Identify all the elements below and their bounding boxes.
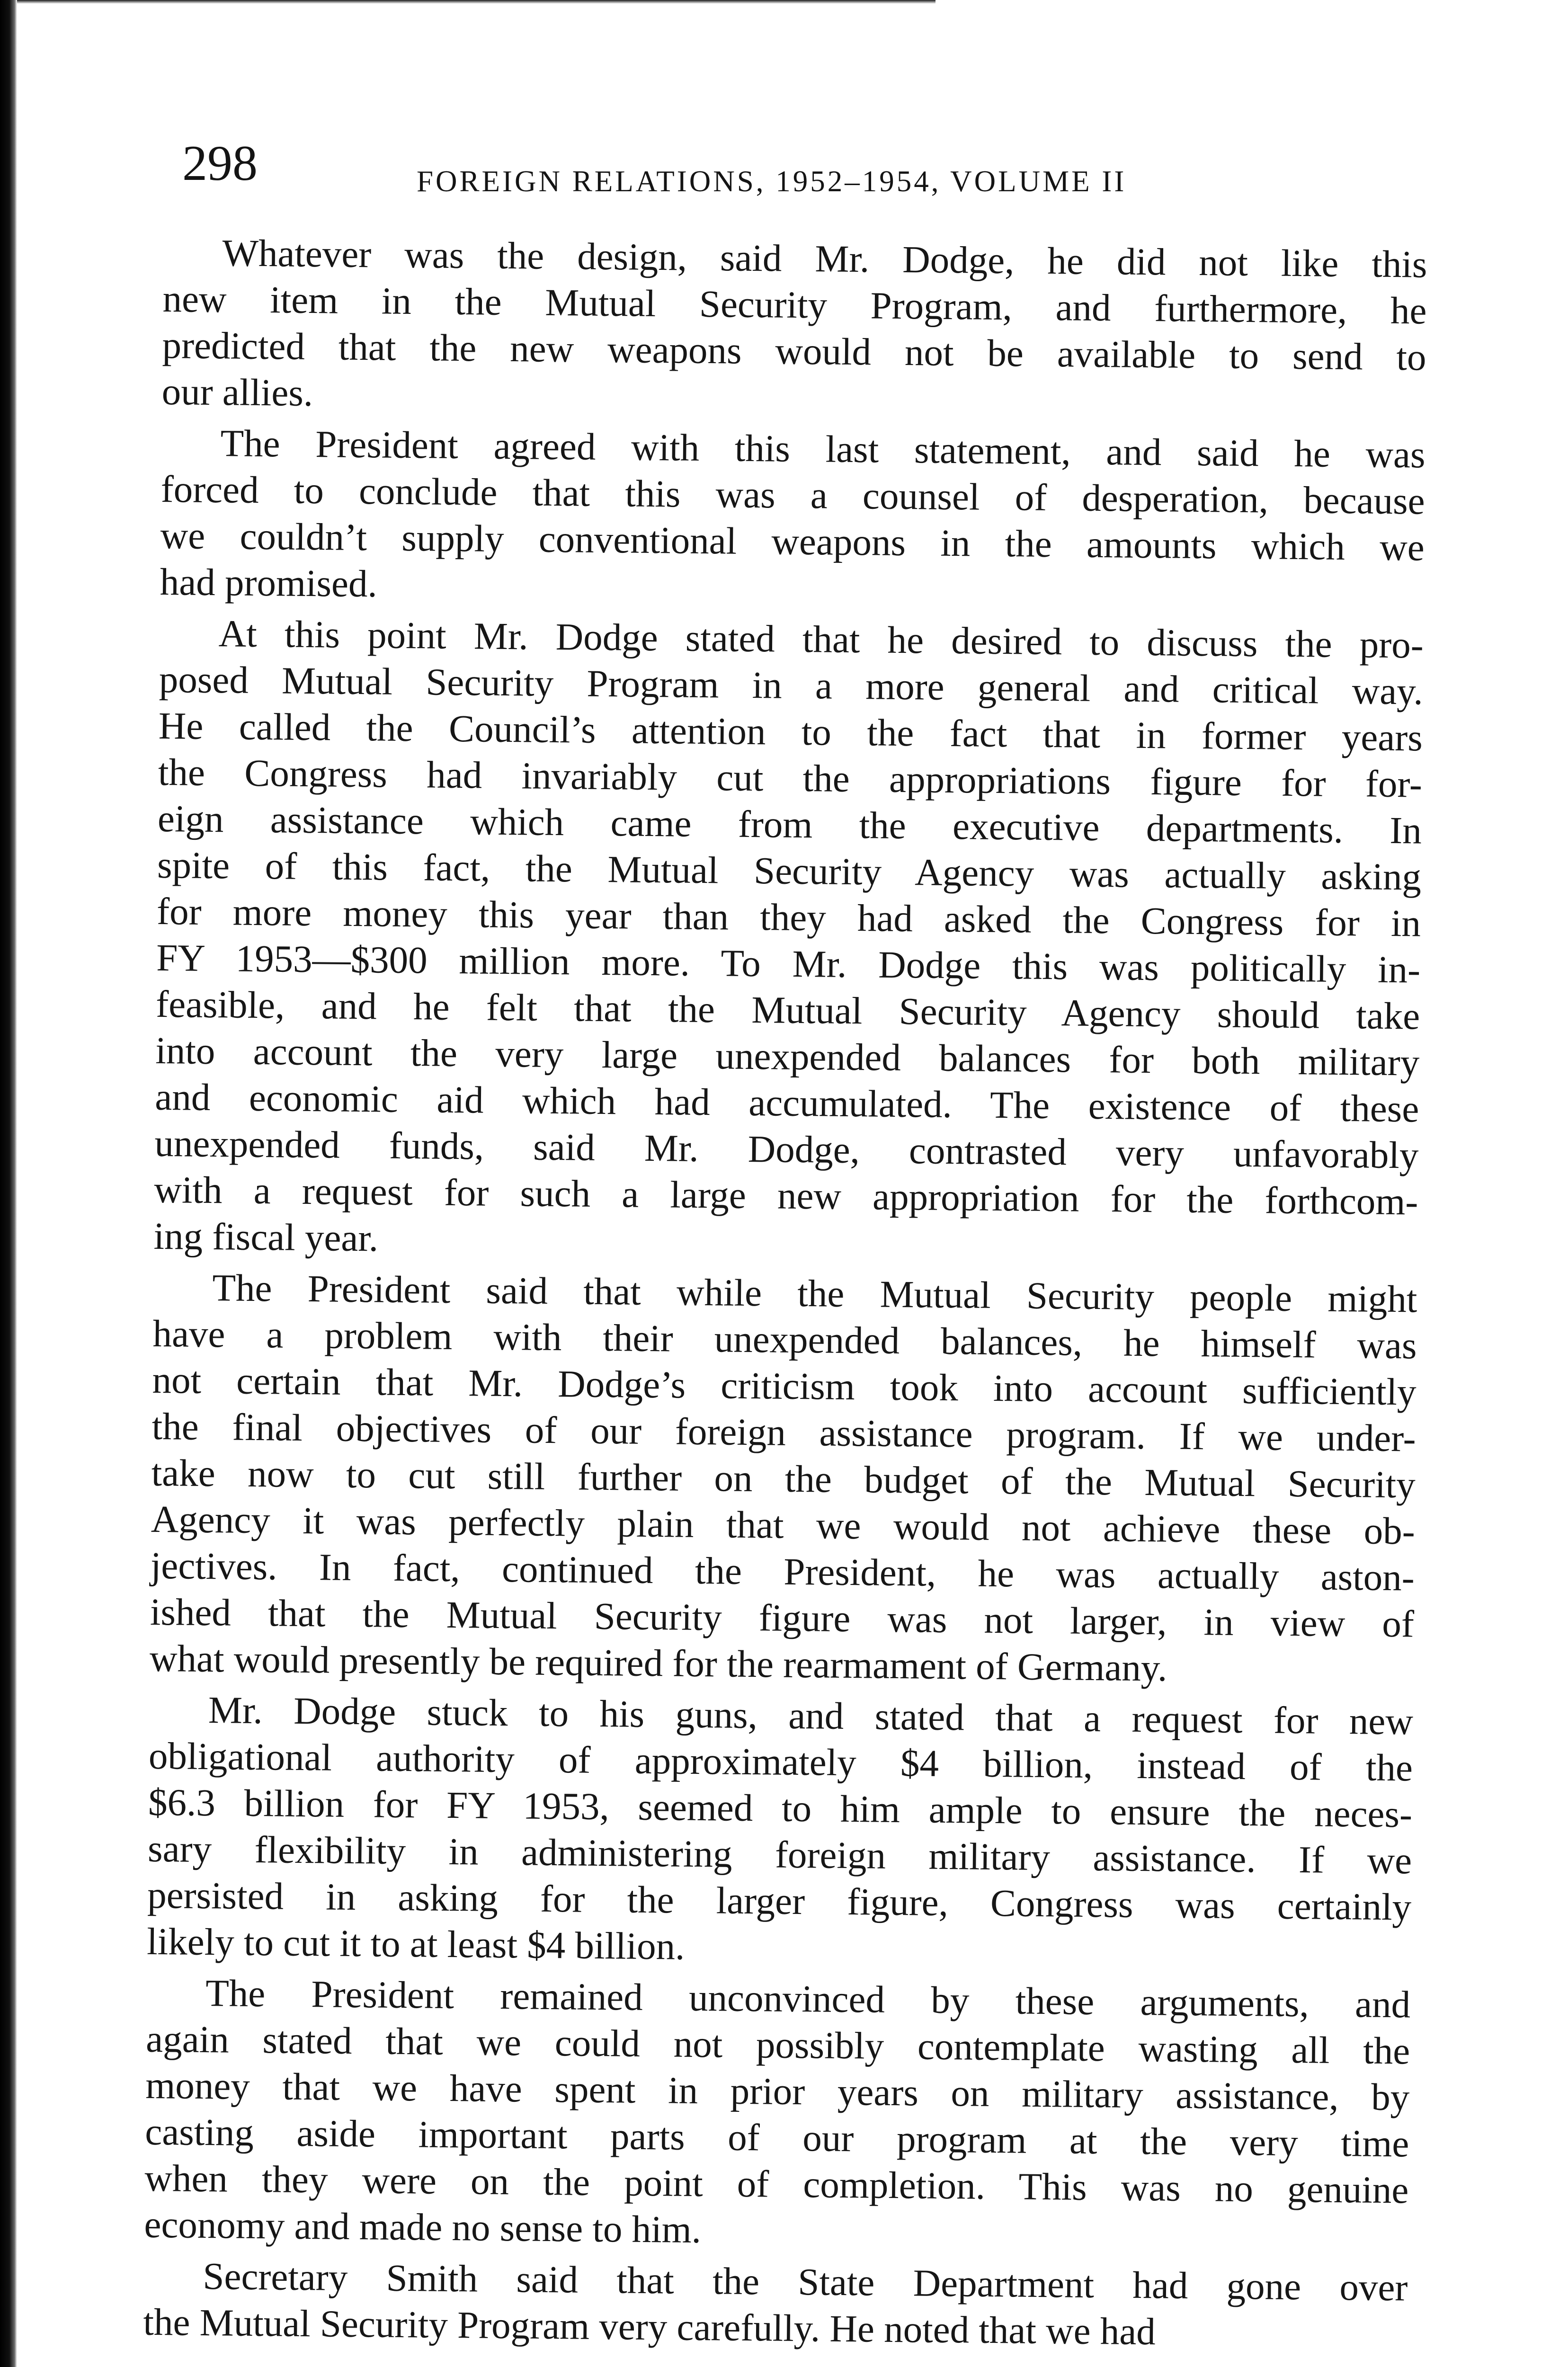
text-line: our allies. <box>161 370 313 415</box>
text-line: At this point Mr. Dodge stated that he desired to discuss the pro- <box>218 612 1424 667</box>
text-line: the Mutual Security Program very carefully. He noted that we had <box>143 2300 1156 2353</box>
text-line: persisted in asking for the larger figure, Congress was certainly <box>147 1873 1412 1929</box>
text-line: Secretary Smith said that the State Department had gone over <box>203 2255 1408 2309</box>
text-line: He called the Council’s attention to the fact that in former years <box>158 704 1423 759</box>
text-line: spite of this fact, the Mutual Security Agency was actually asking <box>157 843 1422 899</box>
paragraph <box>144 1969 1411 2260</box>
text-line: eign assistance which came from the executive departments. In <box>157 797 1422 852</box>
text-line: ing fiscal year. <box>153 1214 379 1260</box>
text-line: sary flexibility in administering foreign military assistance. If we <box>147 1827 1412 1882</box>
text-line: had promised. <box>160 560 378 605</box>
text-line: when they were on the point of completion. This was no genuine <box>144 2156 1409 2212</box>
text-line: The President said that while the Mutual Security people might <box>212 1266 1417 1321</box>
text-line: money that we have spent in prior years on military assistance, by <box>145 2064 1410 2119</box>
text-line: what would presently be required for the rearmament of Germany. <box>149 1637 1167 1690</box>
text-line: The President remained unconvinced by these arguments, and <box>205 1972 1411 2026</box>
paragraph <box>161 229 1427 427</box>
text-line: take now to cut still further on the budget of the Mutual Security <box>151 1451 1416 1506</box>
text-line: forced to conclude that this was a counsel of desperation, because <box>160 467 1425 523</box>
text-line: ished that the Mutual Security figure was not larger, in view of <box>150 1590 1415 1646</box>
text-line: the Congress had invariably cut the appropriations figure for for- <box>158 750 1423 806</box>
text-line: unexpended funds, said Mr. Dodge, contrasted very unfavorably <box>154 1121 1419 1177</box>
text-line: and economic aid which had accumulated. The existence of these <box>154 1075 1419 1130</box>
text-line: the final objectives of our foreign assistance program. If we under- <box>151 1405 1417 1460</box>
binding-shadow <box>0 0 17 2367</box>
text-line: again stated that we could not possibly contemplate wasting all the <box>145 2017 1410 2073</box>
paragraph <box>147 1686 1414 1977</box>
page-top-edge <box>17 0 935 4</box>
text-line: economy and made no sense to him. <box>144 2203 702 2251</box>
text-line: Mr. Dodge stuck to his guns, and stated that a request for new <box>208 1689 1414 1743</box>
text-line: obligational authority of approximately $4 billion, instead of the <box>148 1734 1413 1789</box>
text-line: new item in the Mutual Security Program, and furthermore, he <box>162 277 1427 332</box>
text-line: have a problem with their unexpended balances, he himself was <box>152 1312 1417 1367</box>
body-text <box>143 229 1427 2362</box>
paragraph <box>143 2252 1408 2358</box>
text-line: casting aside important parts of our program at the very time <box>144 2110 1409 2165</box>
text-line: FY 1953—$300 million more. To Mr. Dodge this was politically in- <box>156 936 1421 991</box>
text-line: likely to cut it to at least $4 billion. <box>146 1920 685 1968</box>
text-line: predicted that the new weapons would not be available to send to <box>162 323 1426 379</box>
paragraph <box>150 1264 1417 1694</box>
paragraph <box>153 610 1424 1272</box>
text-line: posed Mutual Security Program in a more general and critical way. <box>159 658 1424 713</box>
text-line: jectives. In fact, continued the President, he was actually aston- <box>150 1544 1415 1599</box>
page-number: 298 <box>182 135 258 191</box>
text-line: with a request for such a large new appropriation for the forthcom- <box>154 1168 1418 1223</box>
text-line: Agency it was perfectly plain that we would not achieve these ob- <box>151 1497 1416 1553</box>
text-line: The President agreed with this last statement, and said he was <box>220 422 1425 476</box>
text-line: for more money this year than they had asked the Congress for in <box>156 890 1421 945</box>
text-line: into account the very large unexpended balances for both military <box>155 1029 1420 1084</box>
text-line: we couldn’t supply conventional weapons in the amounts which we <box>160 514 1425 569</box>
text-line: Whatever was the design, said Mr. Dodge, he did not like this <box>222 231 1427 286</box>
paragraph <box>160 419 1425 617</box>
text-line: $6.3 billion for FY 1953, seemed to him ample to ensure the neces- <box>148 1780 1413 1836</box>
text-line: feasible, and he felt that the Mutual Security Agency should take <box>155 982 1420 1038</box>
text-line: not certain that Mr. Dodge’s criticism took into account sufficiently <box>152 1358 1417 1414</box>
running-head: FOREIGN RELATIONS, 1952–1954, VOLUME II <box>417 165 1127 198</box>
